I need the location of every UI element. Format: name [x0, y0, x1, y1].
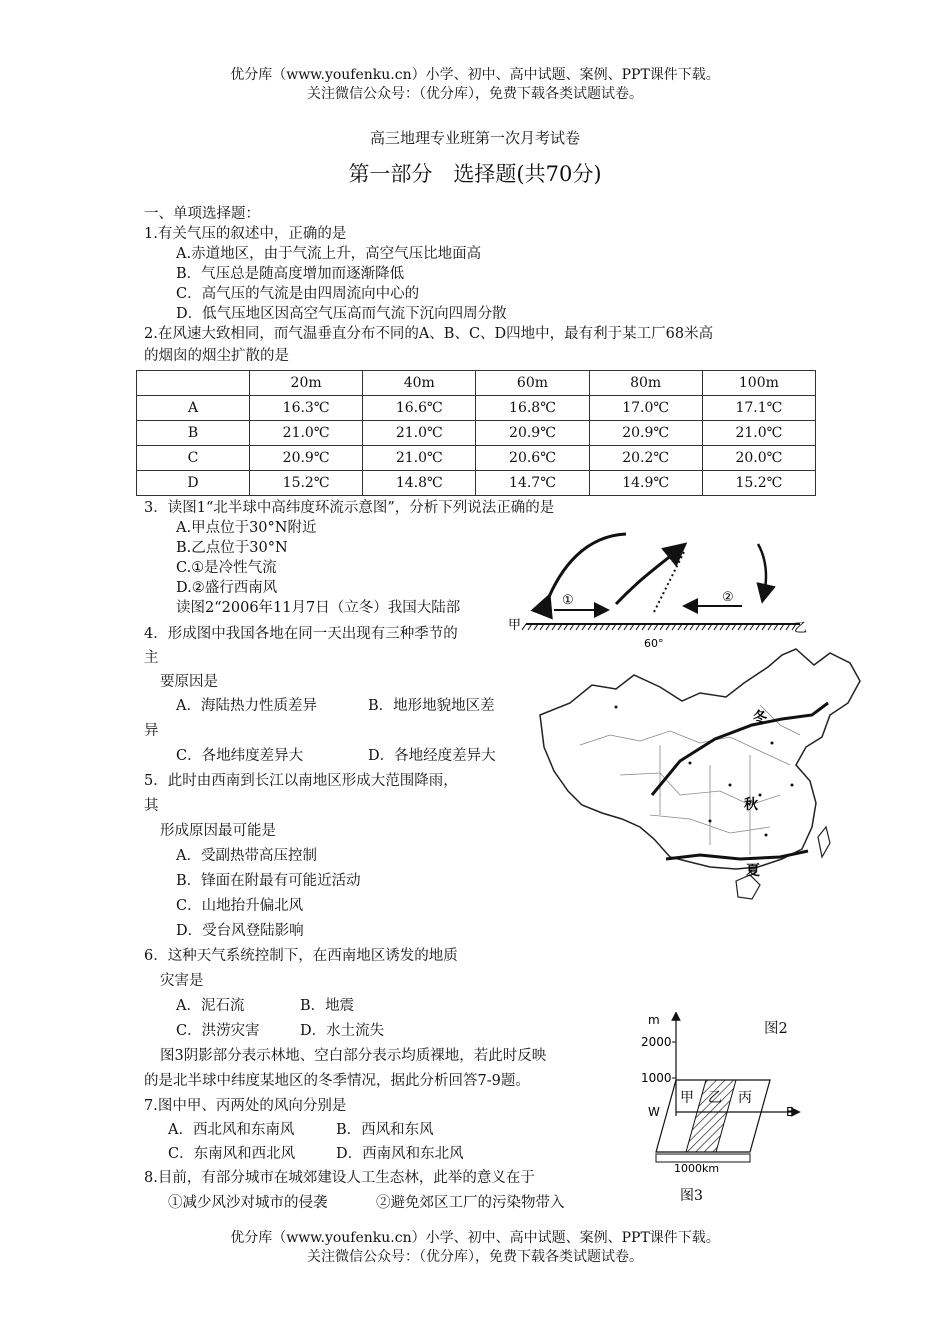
table-cell: 21.0℃	[250, 421, 363, 446]
table-row	[137, 446, 816, 471]
circulation-arrow-right	[758, 544, 766, 594]
circulation-arrow-left	[546, 534, 626, 604]
q5-stem-3: 形成原因最可能是	[160, 823, 276, 839]
q4-option-b-cont: 异	[144, 723, 159, 739]
table-cell: 21.0℃	[702, 421, 815, 446]
table-cell: 16.8℃	[476, 396, 589, 421]
fig3-intro-2: 的是北半球中纬度某地区的冬季情况，据此分析回答7-9题。	[144, 1073, 530, 1089]
table-cell: 20m	[250, 371, 363, 396]
table-cell: B	[137, 421, 250, 446]
q2-stem-2: 的烟囱的烟尘扩散的是	[144, 348, 289, 364]
q8-option-1: ①减少风沙对城市的侵袭	[168, 1195, 328, 1211]
label-circle-2: ②	[722, 590, 734, 605]
scale-label: 1000km	[674, 1162, 720, 1175]
table-cell: 80m	[589, 371, 702, 396]
q3-option-c: C.①是冷性气流	[176, 560, 277, 576]
table-cell: 14.8℃	[363, 471, 476, 496]
q4-option-a: A．海陆热力性质差异	[176, 698, 317, 714]
footer-line-1: 优分库（www.youfenku.cn）小学、初中、高中试题、案例、PPT课件下载。	[230, 1230, 720, 1246]
q7-option-c: C．东南风和西北风	[168, 1146, 296, 1162]
table-cell: 15.2℃	[702, 471, 815, 496]
q4-option-c: C．各地纬度差异大	[176, 748, 304, 764]
winter-autumn-boundary	[652, 703, 828, 795]
footer-line-2: 关注微信公众号：（优分库），免费下载各类试题试卷。	[307, 1249, 643, 1265]
label-jia: 甲	[508, 618, 522, 633]
table-cell: 20.6℃	[476, 446, 589, 471]
q5-stem-1: 5．此时由西南到长江以南地区形成大范围降雨，	[144, 773, 458, 789]
label-jia: 甲	[680, 1090, 694, 1106]
table-cell: 17.1℃	[702, 396, 815, 421]
east-label: E	[786, 1105, 794, 1119]
table-cell: 16.3℃	[250, 396, 363, 421]
table-cell: 100m	[702, 371, 815, 396]
table-cell	[137, 371, 250, 396]
label-yi: 乙	[794, 621, 808, 636]
q4-option-d: D．各地经度差异大	[368, 748, 496, 764]
label-autumn: 秋	[744, 797, 758, 813]
table-cell: 20.9℃	[589, 421, 702, 446]
figure-3-diagram	[640, 1012, 810, 1207]
table-cell: D	[137, 471, 250, 496]
q4-option-b: B．地形地貌地区差	[368, 698, 495, 714]
fig3-intro-1: 图3阴影部分表示林地、空白部分表示均质裸地，若此时反映	[160, 1048, 547, 1064]
label-winter: 冬	[753, 710, 767, 726]
table-cell: 60m	[476, 371, 589, 396]
q6-stem-1: 6．这种天气系统控制下，在西南地区诱发的地质	[144, 948, 458, 964]
unit-label: m	[648, 1013, 660, 1027]
table-cell: 16.6℃	[363, 396, 476, 421]
table-cell: 20.2℃	[589, 446, 702, 471]
q6-option-b: B．地震	[300, 998, 355, 1014]
china-outline	[540, 649, 860, 869]
q8-stem: 8.目前，有部分城市在城郊建设人工生态林，此举的意义在于	[144, 1170, 535, 1186]
label-circle-1: ①	[562, 593, 574, 608]
table-cell: 20.9℃	[476, 421, 589, 446]
fig2-intro: 读图2“2006年11月7日（立冬）我国大陆部	[176, 600, 461, 616]
west-label: W	[648, 1105, 660, 1119]
q1-option-b: B．气压总是随高度增加而逐渐降低	[176, 266, 405, 282]
header-line-1: 优分库（www.youfenku.cn）小学、初中、高中试题、案例、PPT课件下载。	[230, 67, 720, 83]
q6-stem-2: 灾害是	[160, 973, 204, 989]
label-summer: 夏	[746, 863, 760, 879]
label-bing: 丙	[738, 1090, 752, 1106]
q1-stem: 1.有关气压的叙述中，正确的是	[144, 226, 347, 242]
q7-option-a: A．西北风和东南风	[168, 1122, 295, 1138]
q8-option-2: ②避免郊区工厂的污染物带入	[376, 1195, 565, 1211]
figure-3-caption: 图3	[680, 1188, 703, 1204]
table-row	[137, 396, 816, 421]
label-latitude: 60°	[644, 637, 664, 650]
q6-option-c: C．洪涝灾害	[176, 1023, 260, 1039]
q7-option-b: B．西风和东风	[336, 1122, 434, 1138]
table-cell: 15.2℃	[250, 471, 363, 496]
exam-title: 高三地理专业班第一次月考试卷	[369, 129, 580, 147]
q5-option-c: C．山地抬升偏北风	[176, 898, 304, 914]
q1-option-a: A.赤道地区，由于气流上升，高空气压比地面高	[176, 246, 482, 262]
temperature-table	[136, 370, 816, 496]
table-cell: A	[137, 396, 250, 421]
q6-option-a: A．泥石流	[176, 998, 245, 1014]
q3-option-a: A.甲点位于30°N附近	[176, 520, 317, 536]
q2-stem-1: 2.在风速大致相同，而气温垂直分布不同的A、B、C、D四地中，最有利于某工厂68米高	[144, 326, 714, 342]
q4-stem-3: 要原因是	[160, 674, 218, 690]
part-title: 第一部分 选择题(共70分)	[348, 162, 602, 186]
figure-1-circulation	[506, 528, 826, 653]
table-cell: 21.0℃	[363, 446, 476, 471]
q5-option-a: A．受副热带高压控制	[176, 848, 317, 864]
table-cell: 14.9℃	[589, 471, 702, 496]
scale-bar	[656, 1154, 750, 1162]
autumn-summer-boundary	[666, 851, 808, 859]
province-borders	[580, 705, 800, 855]
q7-stem: 7.图中甲、丙两处的风向分别是	[144, 1098, 347, 1114]
circulation-arrow-mid	[616, 550, 678, 604]
label-yi: 乙	[708, 1090, 722, 1106]
table-cell: 20.9℃	[250, 446, 363, 471]
table-cell: 20.0℃	[702, 446, 815, 471]
header-line-2: 关注微信公众号：（优分库），免费下载各类试题试卷。	[307, 86, 643, 102]
q1-option-c: C．高气压的气流是由四周流向中心的	[176, 286, 420, 302]
table-row	[137, 421, 816, 446]
section-heading: 一、单项选择题：	[144, 206, 260, 222]
q5-stem-2: 其	[144, 798, 159, 814]
tick-1000: 1000	[641, 1071, 672, 1085]
q7-option-d: D．西南风和东北风	[336, 1146, 464, 1162]
taiwan-island	[818, 827, 830, 857]
figure-2-china-map	[530, 645, 865, 910]
table-cell: 21.0℃	[363, 421, 476, 446]
tick-2000: 2000	[641, 1035, 672, 1049]
figure-2-caption: 图2	[764, 1021, 788, 1037]
dotted-arrow	[654, 552, 684, 612]
q3-option-d: D.②盛行西南风	[176, 580, 278, 596]
q6-option-d: D．水土流失	[300, 1023, 385, 1039]
table-cell: 40m	[363, 371, 476, 396]
q4-stem-1: 4．形成图中我国各地在同一天出现有三种季节的	[144, 626, 458, 642]
table-cell: 17.0℃	[589, 396, 702, 421]
table-header-row	[137, 371, 816, 396]
q4-stem-2: 主	[144, 650, 159, 666]
q3-stem: 3．读图1“北半球中高纬度环流示意图”，分析下列说法正确的是	[144, 500, 555, 516]
table-cell: C	[137, 446, 250, 471]
q1-option-d: D．低气压地区因高空气压高而气流下沉向四周分散	[176, 306, 507, 322]
table-row	[137, 471, 816, 496]
q5-option-d: D．受台风登陆影响	[176, 923, 304, 939]
table-cell: 14.7℃	[476, 471, 589, 496]
q3-option-b: B.乙点位于30°N	[176, 540, 288, 556]
q5-option-b: B．锋面在附最有可能近活动	[176, 873, 361, 889]
